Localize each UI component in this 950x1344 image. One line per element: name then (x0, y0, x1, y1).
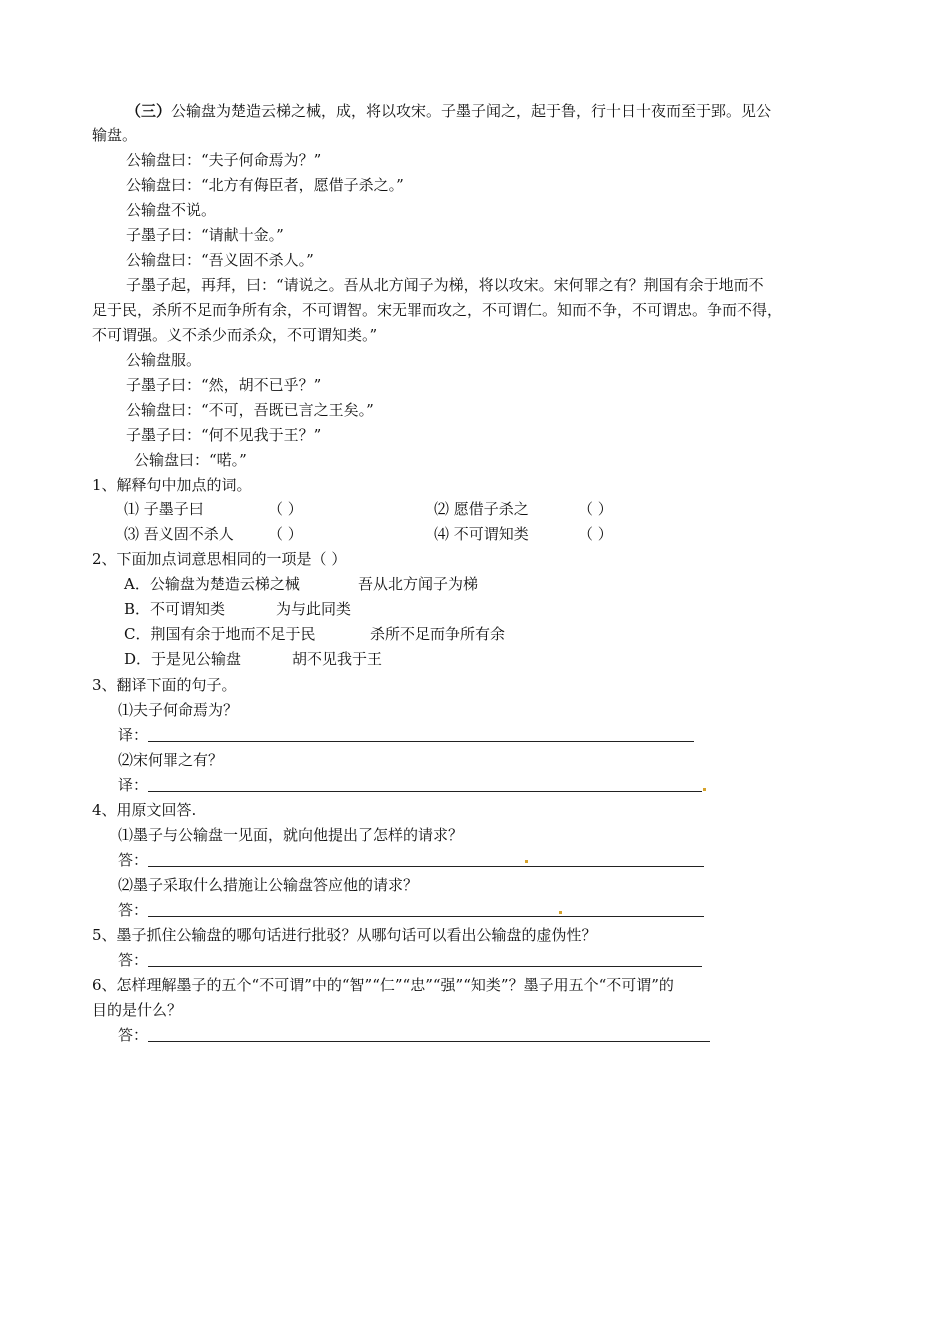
q1-answer-paren-4[interactable]: （ ） (578, 525, 613, 543)
passage-text: 公输盘为楚造云梯之械，成，将以攻宋。子墨子闻之，起于鲁，行十日十夜而至于郢。见公 (171, 102, 772, 120)
question-5-title: 5、墨子抓住公输盘的哪句话进行批驳？从哪句话可以看出公输盘的虚伪性？ (92, 926, 597, 944)
passage-paragraph-2-line-1: 子墨子起，再拜，曰：“请说之。吾从北方闻子为梯，将以攻宋。宋何罪之有？荆国有余于地而不 (126, 276, 764, 294)
q2-option-b-left[interactable]: B．不可谓知类 (124, 600, 226, 618)
dialogue-line: 子墨子曰：“请献十金。” (126, 226, 284, 244)
q2-option-c-right: 杀所不足而争所有余 (370, 625, 506, 643)
question-4-title: 4、用原文回答. (92, 801, 197, 819)
passage-paragraph-2-line-2: 足于民，杀所不足而争所有余，不可谓智。宋无罪而攻之，不可谓仁。知而不争，不可谓忠。争而不得， (92, 301, 783, 319)
q4-answer-label-2: 答： (118, 901, 149, 919)
question-1-title: 1、解释句中加点的词。 (92, 476, 252, 494)
question-6-title-line-1: 6、怎样理解墨子的五个“不可谓”中的“智”“仁”“忠”“强”“知类”？墨子用五个“不可谓”的 (92, 976, 674, 994)
q2-option-d-left[interactable]: D．于是见公输盘 (124, 650, 242, 668)
q4-answer-line-1[interactable] (148, 865, 704, 867)
dialogue-line: 公输盘不说。 (126, 201, 217, 219)
q1-answer-paren-1[interactable]: （ ） (268, 500, 303, 518)
dialogue-line: 子墨子曰：“然，胡不已乎？” (126, 376, 322, 394)
q3-answer-label-1: 译： (118, 726, 149, 744)
q2-option-a-right: 吾从北方闻子为梯 (358, 575, 479, 593)
dialogue-line: 公输盘曰：“不可，吾既已言之王矣。” (126, 401, 374, 419)
q1-item-3: ⑶ 吾义固不杀人 (124, 525, 234, 543)
dialogue-line: 公输盘曰：“北方有侮臣者，愿借子杀之。” (126, 176, 404, 194)
q2-option-d-right: 胡不见我于王 (292, 650, 383, 668)
q3-answer-line-1[interactable] (148, 740, 694, 742)
q3-answer-line-2[interactable] (148, 790, 702, 792)
dialogue-line: 公输盘曰：“吾义固不杀人。” (126, 251, 314, 269)
q3-sentence-1: ⑴夫子何命焉为？ (118, 701, 239, 719)
dialogue-line: 公输盘曰：“夫子何命焉为？” (126, 151, 322, 169)
q2-option-a-left[interactable]: A．公输盘为楚造云梯之械 (124, 575, 300, 593)
q1-answer-paren-2[interactable]: （ ） (578, 500, 613, 518)
q4-answer-line-2[interactable] (148, 915, 704, 917)
question-3-title: 3、翻译下面的句子。 (92, 676, 237, 694)
q6-answer-line[interactable] (148, 1040, 710, 1042)
q5-answer-line[interactable] (148, 965, 702, 967)
q4-sentence-1: ⑴墨子与公输盘一见面，就向他提出了怎样的请求？ (118, 826, 464, 844)
speck-mark (525, 860, 528, 863)
q4-sentence-2: ⑵墨子采取什么措施让公输盘答应他的请求？ (118, 876, 419, 894)
q1-answer-paren-3[interactable]: （ ） (268, 525, 303, 543)
speck-mark (559, 911, 562, 914)
passage-paragraph-2-line-3: 不可谓强。义不杀少而杀众，不可谓知类。” (92, 326, 378, 344)
q6-answer-label: 答： (118, 1026, 149, 1044)
q1-item-1: ⑴ 子墨子曰 (124, 500, 204, 518)
q3-answer-label-2: 译： (118, 776, 149, 794)
question-2-title: 2、下面加点词意思相同的一项是（ ） (92, 550, 347, 568)
q2-option-b-right: 为与此同类 (276, 600, 352, 618)
passage-paragraph-1 (126, 100, 771, 122)
q3-sentence-2: ⑵宋何罪之有？ (118, 751, 224, 769)
q2-option-c-left[interactable]: C．荆国有余于地而不足于民 (124, 625, 316, 643)
q1-item-2: ⑵ 愿借子杀之 (434, 500, 529, 518)
question-6-title-line-2: 目的是什么？ (92, 1001, 183, 1019)
dialogue-line: 公输盘服。 (126, 351, 202, 369)
q4-answer-label-1: 答： (118, 851, 149, 869)
passage-text-cont: 输盘。 (92, 126, 138, 144)
q5-answer-label: 答： (118, 951, 149, 969)
section-label: （三） (126, 102, 172, 120)
q1-item-4: ⑷ 不可谓知类 (434, 525, 529, 543)
dialogue-line: 公输盘曰：“喏。” (134, 451, 247, 469)
dialogue-line: 子墨子曰：“何不见我于王？” (126, 426, 322, 444)
speck-mark (703, 788, 706, 791)
